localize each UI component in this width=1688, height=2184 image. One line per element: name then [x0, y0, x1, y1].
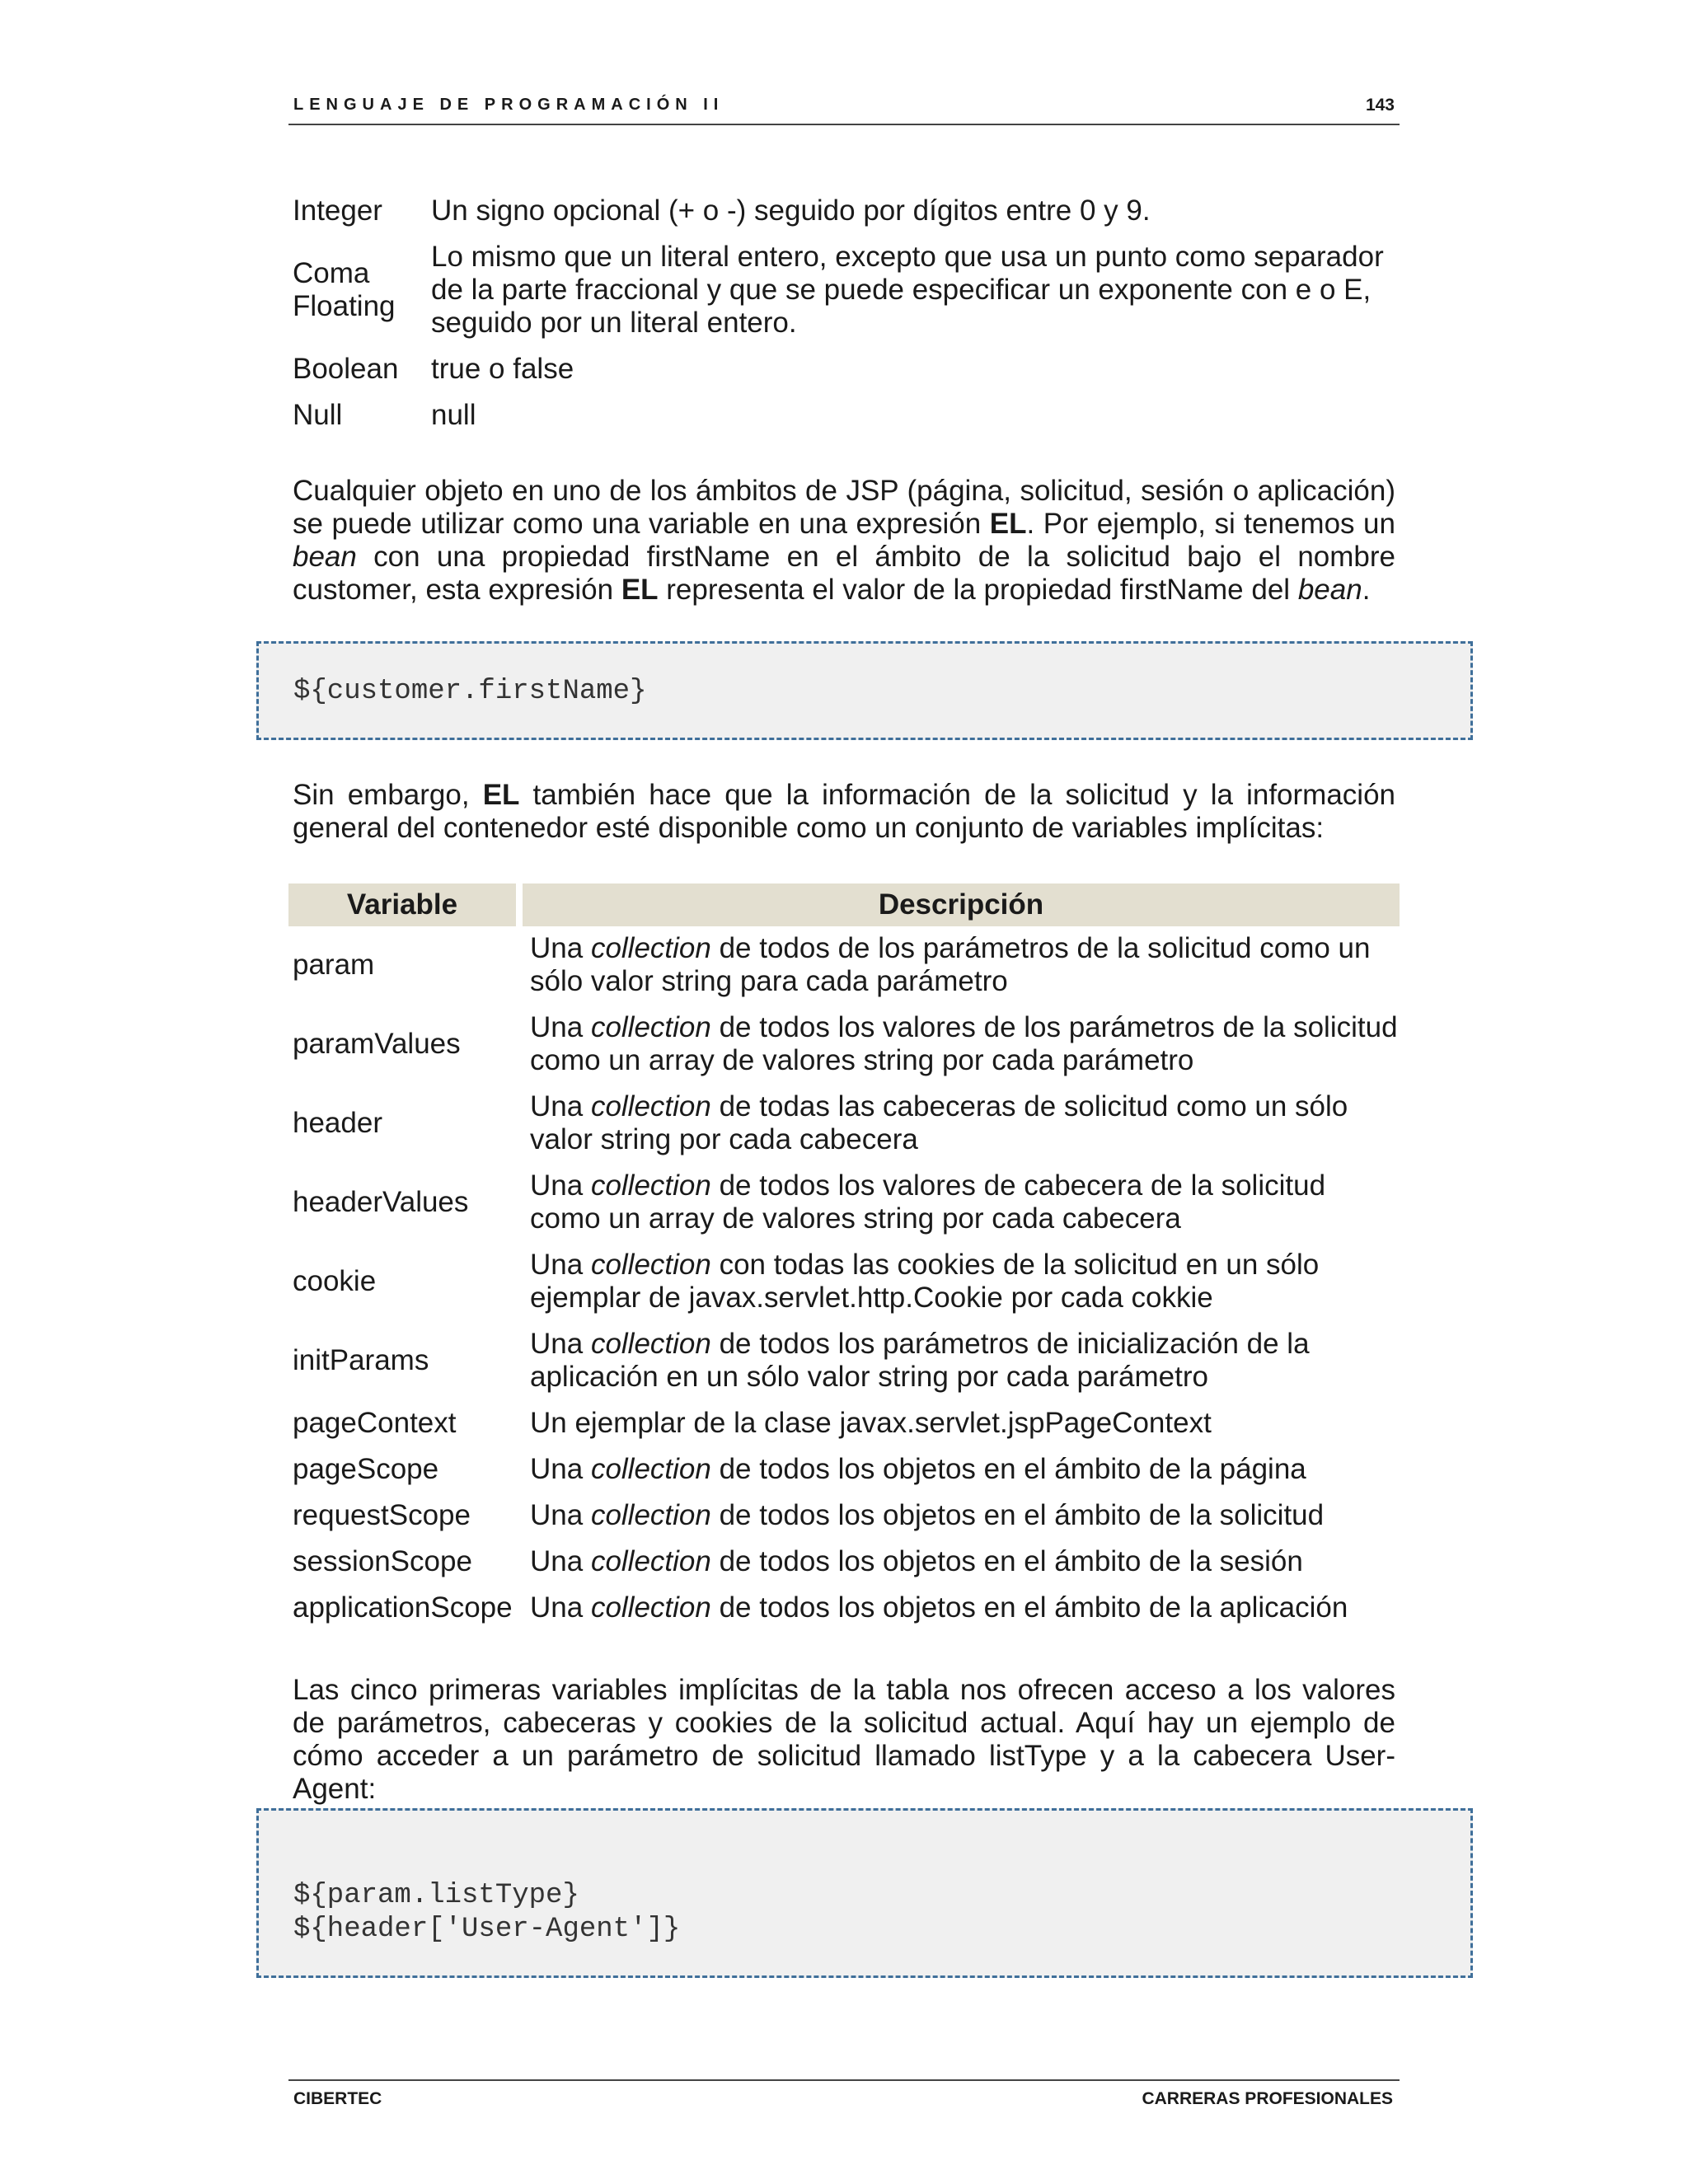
- bold-run: EL: [482, 779, 520, 811]
- variable-description: [523, 1322, 1400, 1401]
- text-run: también hace que la información de la solicitud y la información general del contenedor esté disponible como un conjunto de variables implícitas:: [293, 779, 1396, 844]
- literal-name: Coma Floating: [293, 257, 396, 322]
- italic-run: collection: [590, 1011, 711, 1043]
- variable-description: [523, 1085, 1400, 1164]
- literal-name: Boolean: [293, 353, 399, 385]
- text-run: de todos los objetos en el ámbito de la solicitud: [710, 1499, 1325, 1531]
- paragraph-scopes: [293, 475, 1395, 607]
- text-run: de todos los objetos en el ámbito de la página: [710, 1453, 1306, 1485]
- literal-desc: Lo mismo que un literal entero, excepto que usa un punto como separador de la parte fraccional y que se puede especificar un exponente con e o E, seguido por un literal entero.: [431, 241, 1384, 339]
- text-run: de todas las cabeceras de solicitud como un sólo valor string por cada cabecera: [530, 1090, 1348, 1155]
- italic-run: collection: [590, 1545, 711, 1577]
- table-row: [288, 1540, 1400, 1586]
- text-run: Una: [530, 1453, 591, 1485]
- table-row: [288, 1164, 1400, 1243]
- page-number: 143: [1365, 96, 1395, 115]
- variable-name: pageContext: [293, 1407, 457, 1439]
- text-run: Una: [530, 1591, 591, 1624]
- italic-run: collection: [590, 932, 711, 964]
- variable-description: [523, 1005, 1400, 1085]
- text-run: Una: [530, 1011, 591, 1043]
- column-header-description: Descripción: [523, 883, 1400, 926]
- running-title: LENGUAJE DE PROGRAMACIÓN II: [293, 96, 724, 114]
- italic-run: collection: [590, 1169, 711, 1202]
- literal-name: Integer: [293, 194, 382, 227]
- literal-row: [293, 234, 1397, 346]
- bold-run: EL: [989, 508, 1027, 540]
- footer-institution: CIBERTEC: [293, 2089, 382, 2108]
- table-row: [288, 1243, 1400, 1322]
- text-run: de todos los valores de los parámetros de la solicitud como un array de valores string por cada parámetro: [530, 1011, 1398, 1076]
- variable-description: [523, 1493, 1400, 1540]
- implicit-variables-table: [288, 883, 1400, 1632]
- table-body: [288, 926, 1400, 1632]
- table-row: [288, 1322, 1400, 1401]
- footer-program: CARRERAS PROFESIONALES: [1142, 2089, 1393, 2108]
- variable-name: requestScope: [293, 1499, 471, 1531]
- text-run: Una: [530, 1090, 591, 1122]
- paragraph-implicit-variables: [293, 779, 1395, 845]
- italic-run: collection: [590, 1499, 711, 1531]
- text-run: Una: [530, 932, 591, 964]
- table-row: [288, 1005, 1400, 1085]
- variable-name: applicationScope: [293, 1591, 513, 1624]
- table-row: [288, 1447, 1400, 1493]
- text-run: Cualquier objeto en uno de los ámbitos de JSP (página, solicitud, sesión o aplicación) se puede utilizar como una variable en una expresión: [293, 475, 1395, 540]
- variable-description: [523, 1164, 1400, 1243]
- page-footer: [288, 2079, 1400, 2114]
- code-line: ${param.listType}: [293, 1880, 579, 1911]
- variable-name: header: [293, 1107, 382, 1139]
- variable-description: [523, 1243, 1400, 1322]
- variable-name: headerValues: [293, 1186, 469, 1218]
- bold-run: EL: [621, 574, 659, 606]
- code-line: ${customer.firstName}: [293, 676, 647, 707]
- literal-row: [293, 392, 1397, 438]
- text-run: . Por ejemplo, si tenemos un: [1026, 508, 1395, 540]
- italic-run: collection: [590, 1591, 711, 1624]
- variable-name: param: [293, 949, 375, 981]
- variable-name: pageScope: [293, 1453, 439, 1485]
- text-run: Sin embargo,: [293, 779, 483, 811]
- variable-description: [523, 1401, 1400, 1447]
- text-run: Una: [530, 1169, 591, 1202]
- text-run: con todas las cookies de la solicitud en un sólo ejemplar de javax.servlet.http.Cookie por cada cokkie: [530, 1249, 1320, 1314]
- literal-row: [293, 188, 1397, 234]
- code-line: ${header['User-Agent']}: [293, 1914, 681, 1945]
- text-run: de todos de los parámetros de la solicitud como un sólo valor string para cada parámetro: [530, 932, 1371, 997]
- text-run: Una: [530, 1499, 591, 1531]
- code-block-param-header: [256, 1808, 1473, 1978]
- literals-table: [293, 188, 1397, 438]
- text-run: representa el valor de la propiedad firstName del: [658, 574, 1298, 606]
- text-run: Una: [530, 1328, 591, 1360]
- page-header: [288, 94, 1400, 125]
- text-run: Una: [530, 1545, 591, 1577]
- text-run: Un ejemplar de la clase javax.servlet.jspPageContext: [530, 1407, 1212, 1439]
- table-row: [288, 926, 1400, 1005]
- text-run: .: [1362, 574, 1371, 606]
- paragraph-example-intro: Las cinco primeras variables implícitas de la tabla nos ofrecen acceso a los valores de parámetros, cabeceras y cookies de la solicitud actual. Aquí hay un ejemplo de cómo acceder a un parámetro de solicitud llamado listType y a la cabecera User-Agent:: [293, 1674, 1395, 1805]
- variable-description: [523, 1586, 1400, 1632]
- column-header-variable: Variable: [288, 883, 523, 926]
- code-block-customer: [256, 641, 1473, 740]
- text-run: Una: [530, 1249, 591, 1281]
- literal-desc: null: [431, 399, 476, 431]
- literal-name: Null: [293, 399, 343, 431]
- text-run: de todos los objetos en el ámbito de la aplicación: [710, 1591, 1348, 1624]
- table-row: [288, 1401, 1400, 1447]
- italic-run: bean: [1297, 574, 1362, 606]
- table-row: [288, 1493, 1400, 1540]
- italic-run: collection: [590, 1328, 711, 1360]
- variable-name: initParams: [293, 1344, 429, 1376]
- table-row: [288, 1586, 1400, 1632]
- table-header-row: [288, 883, 1400, 926]
- variable-name: sessionScope: [293, 1545, 472, 1577]
- text-run: de todos los objetos en el ámbito de la sesión: [710, 1545, 1303, 1577]
- table-row: [288, 1085, 1400, 1164]
- text-run: con una propiedad firstName en el ámbito de la solicitud bajo el nombre customer, esta expresión: [293, 541, 1395, 606]
- italic-run: collection: [590, 1249, 711, 1281]
- text-run: de todos los valores de cabecera de la solicitud como un array de valores string por cada cabecera: [530, 1169, 1326, 1235]
- literal-desc: true o false: [431, 353, 574, 385]
- literal-desc: Un signo opcional (+ o -) seguido por dígitos entre 0 y 9.: [431, 194, 1151, 227]
- variable-description: [523, 1447, 1400, 1493]
- variable-description: [523, 1540, 1400, 1586]
- variable-name: cookie: [293, 1265, 377, 1297]
- text-run: de todos los parámetros de inicialización de la aplicación en un sólo valor string por cada parámetro: [530, 1328, 1310, 1393]
- variable-name: paramValues: [293, 1028, 461, 1060]
- italic-run: bean: [293, 541, 357, 573]
- italic-run: collection: [590, 1090, 711, 1122]
- variable-description: [523, 926, 1400, 1005]
- italic-run: collection: [590, 1453, 711, 1485]
- literal-row: [293, 346, 1397, 392]
